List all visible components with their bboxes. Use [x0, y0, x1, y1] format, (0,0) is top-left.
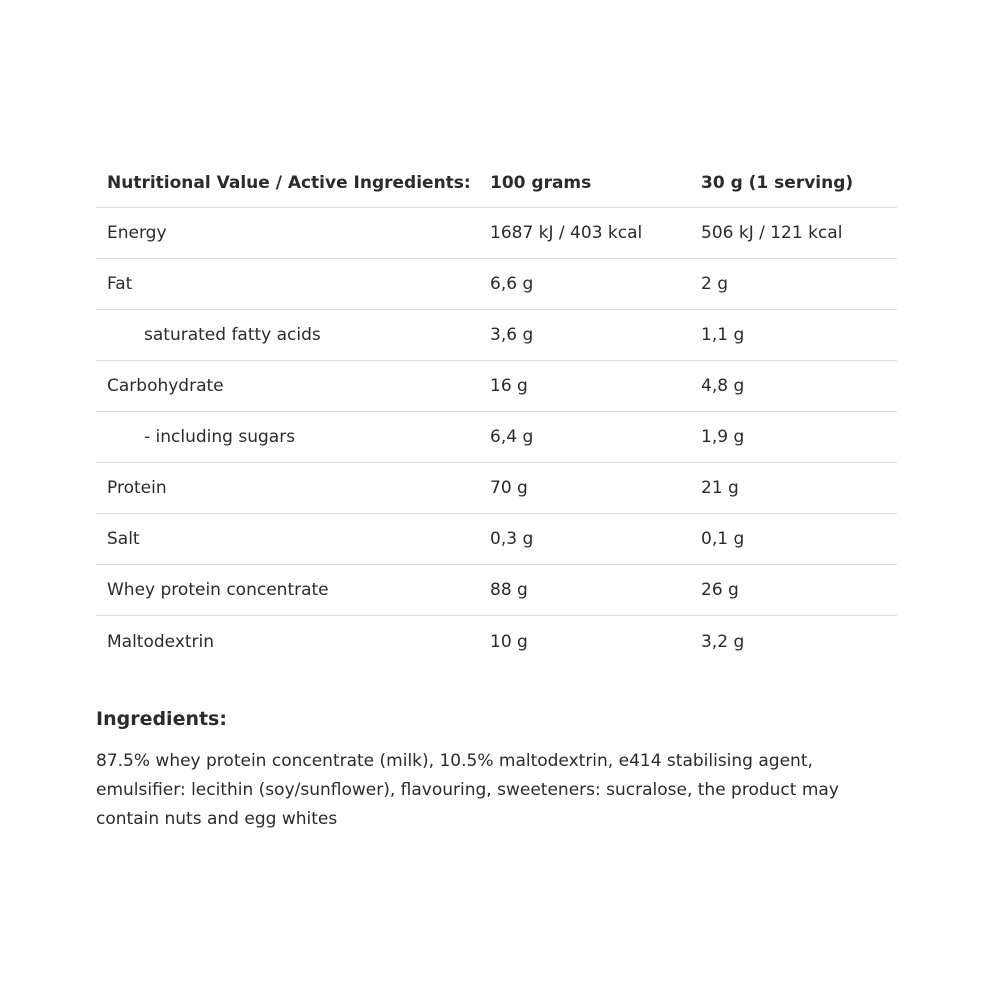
row-per-100g: 3,6 g: [490, 325, 534, 345]
table-row-maltodextrin: [96, 616, 897, 667]
row-name: Salt: [107, 529, 140, 549]
nutrition-table: [96, 158, 897, 667]
row-per-100g: 16 g: [490, 376, 528, 396]
row-name: - including sugars: [144, 427, 296, 447]
row-per-serving: 506 kJ / 121 kcal: [701, 223, 843, 243]
table-row-whey-protein-concentrate: [96, 565, 897, 616]
row-per-serving: 21 g: [701, 478, 739, 498]
row-per-serving: 1,1 g: [701, 325, 745, 345]
row-name: Protein: [107, 478, 167, 498]
row-name: Carbohydrate: [107, 376, 224, 396]
row-name: saturated fatty acids: [144, 325, 321, 345]
table-row-energy: [96, 208, 897, 259]
row-per-100g: 70 g: [490, 478, 528, 498]
table-row-saturated-fatty-acids: [96, 310, 897, 361]
table-row-fat: [96, 259, 897, 310]
row-per-100g: 10 g: [490, 631, 528, 652]
ingredients-text: 87.5% whey protein concentrate (milk), 10.5% maltodextrin, e414 stabilising agent, emulsifier: lecithin (soy/sunflower), flavouring, sweeteners: sucralose, the product may contain nuts and egg whites: [96, 751, 839, 829]
ingredients-section: [96, 708, 896, 834]
table-row-protein: [96, 463, 897, 514]
row-per-serving: 3,2 g: [701, 631, 745, 652]
row-per-serving: 1,9 g: [701, 427, 745, 447]
row-name: Whey protein concentrate: [107, 580, 329, 600]
row-per-100g: 6,4 g: [490, 427, 534, 447]
row-per-100g: 0,3 g: [490, 529, 534, 549]
table-row-carbohydrate: [96, 361, 897, 412]
row-name: Energy: [107, 223, 167, 243]
row-per-100g: 6,6 g: [490, 274, 534, 294]
table-row-sugars: [96, 412, 897, 463]
header-per-100g: 100 grams: [490, 172, 592, 193]
row-per-serving: 4,8 g: [701, 376, 745, 396]
row-per-100g: 1687 kJ / 403 kcal: [490, 223, 643, 243]
table-header-row: [96, 158, 897, 208]
row-name: Fat: [107, 274, 133, 294]
row-per-serving: 0,1 g: [701, 529, 745, 549]
ingredients-heading: Ingredients:: [96, 708, 227, 730]
header-name: Nutritional Value / Active Ingredients:: [107, 172, 471, 193]
table-row-salt: [96, 514, 897, 565]
row-per-100g: 88 g: [490, 580, 528, 600]
header-per-serving: 30 g (1 serving): [701, 172, 854, 193]
row-per-serving: 26 g: [701, 580, 739, 600]
row-name: Maltodextrin: [107, 631, 215, 652]
row-per-serving: 2 g: [701, 274, 729, 294]
